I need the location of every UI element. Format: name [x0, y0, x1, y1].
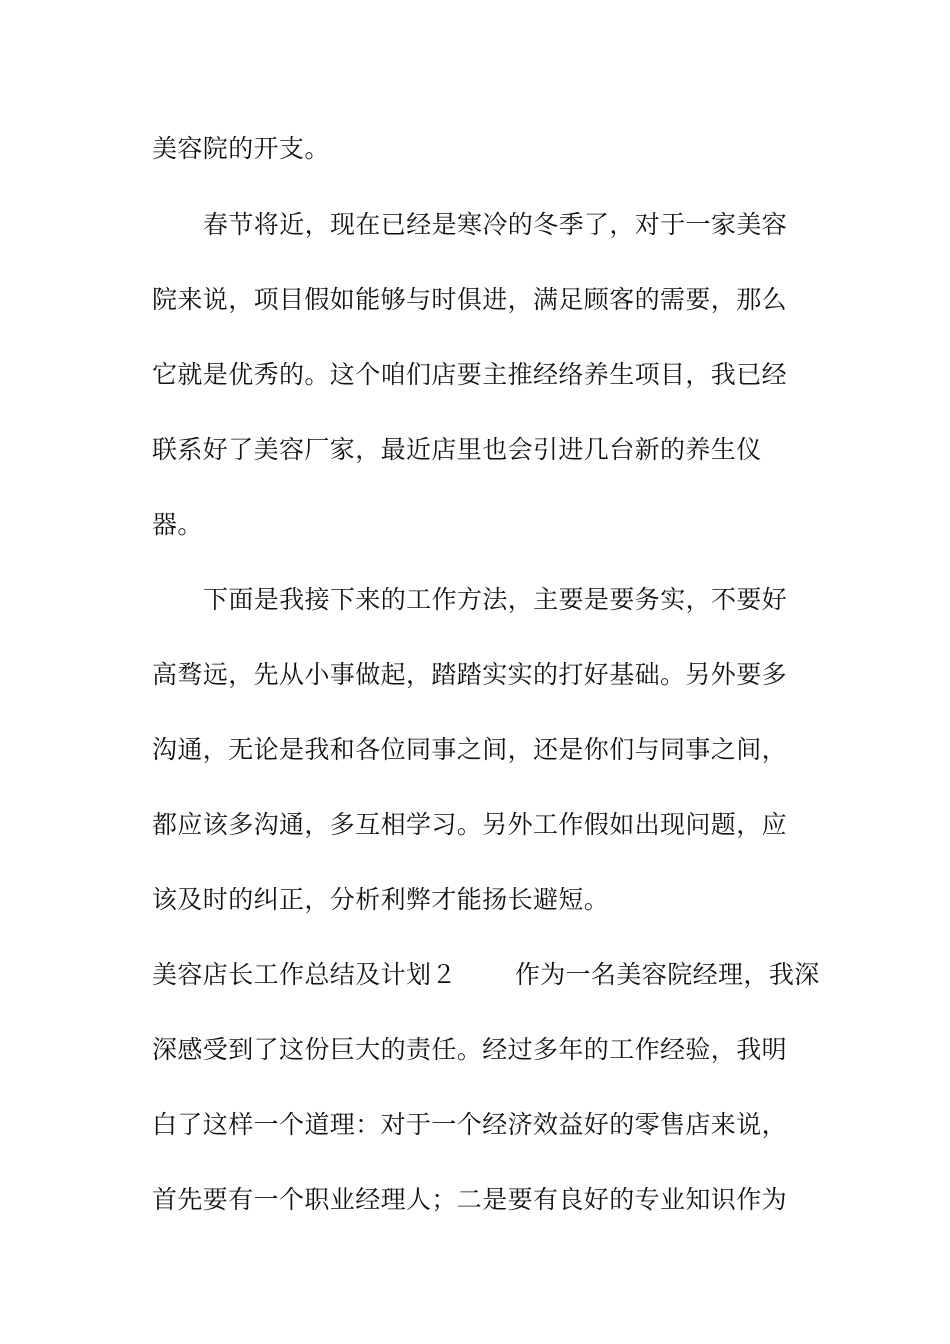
section-title: 美容店长工作总结及计划２ — [152, 960, 457, 989]
section-first-line: 作为一名美容院经理，我深 — [514, 960, 820, 989]
paragraph-2-line-5: 该及时的纠正，分析利弊才能扬长避短。 — [152, 885, 610, 914]
section-line-4: 首先要有一个职业经理人；二是要有良好的专业知识作为 — [152, 1185, 788, 1214]
section-heading-line — [152, 959, 820, 991]
paragraph-2-line-3: 沟通，无论是我和各位同事之间，还是你们与同事之间， — [152, 735, 788, 764]
paragraph-1-line-3: 它就是优秀的。这个咱们店要主推经络养生项目，我已经 — [152, 360, 788, 389]
paragraph-2-line-1: 下面是我接下来的工作方法，主要是要务实，不要好 — [203, 585, 788, 614]
section-line-3: 白了这样一个道理：对于一个经济效益好的零售店来说， — [152, 1110, 788, 1139]
paragraph-1-line-4: 联系好了美容厂家，最近店里也会引进几台新的养生仪 — [152, 435, 762, 464]
paragraph-1-line-5: 器。 — [152, 510, 203, 539]
paragraph-2-line-4: 都应该多沟通，多互相学习。另外工作假如出现问题，应 — [152, 810, 788, 839]
text-line-1: 美容院的开支。 — [152, 134, 330, 163]
paragraph-1-line-1: 春节将近，现在已经是寒冷的冬季了，对于一家美容 — [203, 210, 788, 239]
section-line-2: 深感受到了这份巨大的责任。经过多年的工作经验，我明 — [152, 1035, 788, 1064]
paragraph-1-line-2: 院来说，项目假如能够与时俱进，满足顾客的需要，那么 — [152, 285, 788, 314]
paragraph-2-line-2: 高骛远，先从小事做起，踏踏实实的打好基础。另外要多 — [152, 660, 788, 689]
